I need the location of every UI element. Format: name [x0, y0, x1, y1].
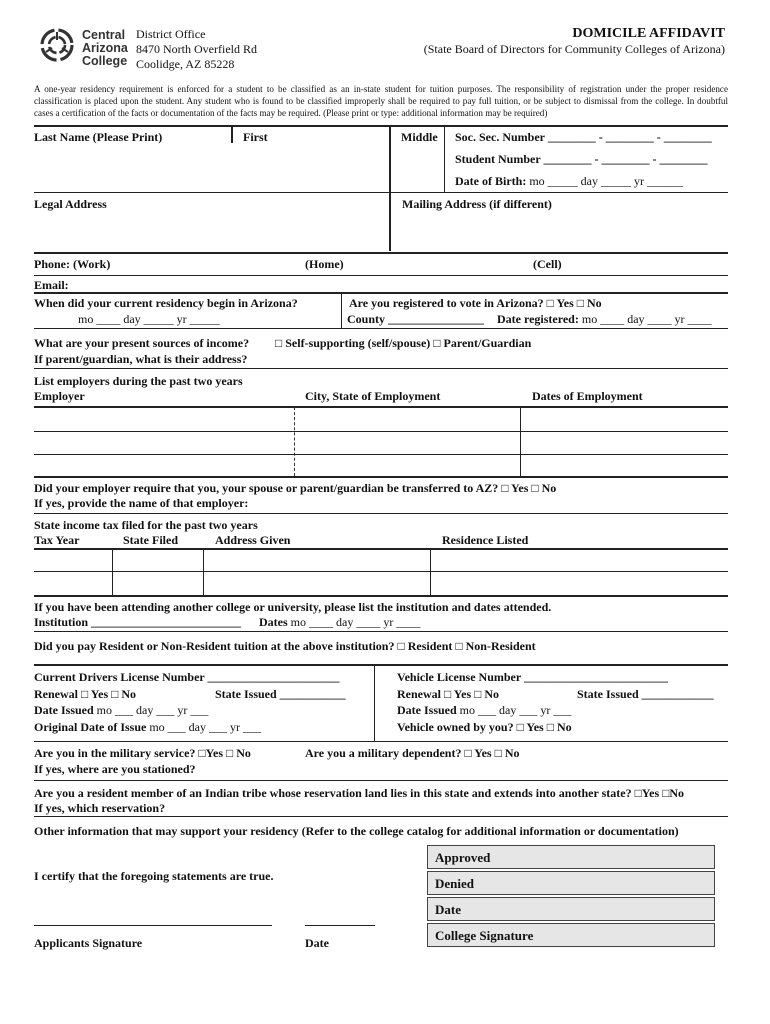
rule: [389, 126, 391, 251]
vehicle-state-issued-field[interactable]: State Issued ____________: [577, 687, 714, 701]
rule: [34, 631, 728, 632]
rule: [34, 513, 728, 514]
state-filed-column-header: State Filed: [123, 533, 178, 547]
license-date-issued-field[interactable]: [34, 703, 208, 718]
table-divider: [294, 407, 295, 476]
income-question: What are your present sources of income?: [34, 336, 250, 350]
license-original-date-label: Original Date of Issue: [34, 720, 147, 734]
college-dates-label: Dates: [259, 615, 288, 629]
vehicle-owned-checkbox[interactable]: Vehicle owned by you? □ Yes □ No: [397, 720, 572, 734]
date-registered-field[interactable]: [497, 312, 712, 327]
table-divider: [430, 549, 431, 595]
date-registered-label: Date registered:: [497, 312, 579, 326]
vehicle-date-issued-field[interactable]: [397, 703, 571, 718]
dob-label: Date of Birth:: [455, 174, 527, 188]
table-rule: [34, 454, 728, 455]
rule: [444, 126, 445, 192]
reservation-field[interactable]: If yes, which reservation?: [34, 801, 166, 815]
rule: [34, 368, 728, 369]
college-question: If you have been attending another college or university, please list the institution and dates attended.: [34, 600, 552, 614]
logo-line-1: Central: [82, 28, 126, 42]
denied-label: Denied: [435, 876, 474, 891]
college-signature-box[interactable]: [427, 923, 715, 947]
applicant-signature-field[interactable]: Applicants Signature: [34, 936, 143, 950]
form-title: DOMICILE AFFIDAVIT: [572, 26, 725, 41]
residency-question: When did your current residency begin in Arizona?: [34, 296, 298, 310]
mailing-address-field[interactable]: Mailing Address (if different): [402, 197, 552, 211]
rule: [34, 125, 728, 127]
intro-paragraph: A one-year residency requirement is enforced for a student to be classified as an in-state student for tuition purposes. The responsibility of registration under the proper residence classification is placed upon the student. Any student who is found to be classified improperly shall be required to pay full tuition, or be subject to dismissal from the college. In doubtful cases a certification of the facts or documentation of the facts may be required. (Please print or type: additional information may be required): [34, 84, 728, 118]
table-rule: [34, 431, 728, 432]
college-signature-label: College Signature: [435, 928, 534, 943]
employment-dates-column-header: Dates of Employment: [532, 389, 643, 403]
employers-heading: List employers during the past two years: [34, 374, 243, 388]
denied-box[interactable]: [427, 871, 715, 895]
rule: [341, 293, 342, 328]
office-street: 8470 North Overfield Rd: [136, 42, 257, 56]
employment-location-column-header: City, State of Employment: [305, 389, 441, 403]
vehicle-renewal-checkbox[interactable]: Renewal □ Yes □ No: [397, 687, 500, 701]
middle-name-field[interactable]: Middle: [401, 130, 438, 144]
phone-home-field[interactable]: (Home): [305, 257, 344, 271]
table-rule: [34, 406, 728, 408]
rule: [374, 665, 375, 741]
residency-date-field[interactable]: mo ____ day _____ yr _____: [78, 312, 220, 326]
military-dependent-question[interactable]: Are you a military dependent? □ Yes □ No: [305, 746, 520, 760]
transfer-employer-field[interactable]: If yes, provide the name of that employer:: [34, 496, 249, 510]
dob-blanks: mo _____ day _____ yr ______: [526, 174, 683, 188]
table-rule: [34, 476, 728, 478]
vote-question[interactable]: Are you registered to vote in Arizona? □ Yes □ No: [349, 296, 602, 310]
vehicle-license-field[interactable]: Vehicle License Number ________________________: [397, 670, 668, 684]
table-rule: [34, 571, 728, 572]
first-name-field[interactable]: First: [243, 130, 268, 144]
table-rule: [34, 548, 728, 550]
vehicle-date-issued-blanks: mo ___ day ___ yr ___: [456, 703, 572, 717]
license-date-issued-blanks: mo ___ day ___ yr ___: [93, 703, 209, 717]
stationed-field[interactable]: If yes, where are you stationed?: [34, 762, 196, 776]
tax-heading: State income tax filed for the past two years: [34, 518, 258, 532]
logo-line-3: College: [82, 54, 128, 68]
college-logo-icon: [40, 28, 74, 62]
office-name: District Office: [136, 27, 206, 41]
residence-listed-column-header: Residence Listed: [442, 533, 529, 547]
rule: [34, 252, 728, 254]
approved-label: Approved: [435, 850, 491, 865]
address-given-column-header: Address Given: [215, 533, 291, 547]
license-original-date-blanks: mo ___ day ___ yr ___: [146, 720, 261, 734]
student-number-field[interactable]: Student Number ________ - ________ - ________: [455, 152, 708, 166]
rule: [231, 126, 233, 143]
table-divider: [520, 407, 521, 476]
rule: [34, 328, 728, 329]
signature-line: [34, 925, 272, 926]
office-city: Coolidge, AZ 85228: [136, 57, 235, 71]
table-divider: [112, 549, 113, 595]
logo-line-2: Arizona: [82, 41, 128, 55]
table-divider: [203, 549, 204, 595]
approved-box[interactable]: [427, 845, 715, 869]
rule: [34, 292, 728, 294]
college-dates-field[interactable]: [259, 615, 420, 630]
office-date-box[interactable]: [427, 897, 715, 921]
phone-work-field[interactable]: Phone: (Work): [34, 257, 111, 271]
other-info-field[interactable]: Other information that may support your residency (Refer to the college catalog for additional information or documentation): [34, 824, 679, 838]
date-line: [305, 925, 375, 926]
last-name-field[interactable]: Last Name (Please Print): [34, 130, 163, 144]
vehicle-date-issued-label: Date Issued: [397, 703, 457, 717]
license-renewal-checkbox[interactable]: Renewal □ Yes □ No: [34, 687, 137, 701]
rule: [34, 780, 728, 781]
rule: [34, 192, 728, 193]
legal-address-field[interactable]: Legal Address: [34, 197, 107, 211]
certify-statement: I certify that the foregoing statements are true.: [34, 869, 274, 883]
tribe-question[interactable]: Are you a resident member of an Indian tribe whose reservation land lies in this state and extends into another state? □Yes □No: [34, 786, 685, 800]
dob-field[interactable]: [455, 174, 683, 189]
license-date-issued-label: Date Issued: [34, 703, 94, 717]
office-date-label: Date: [435, 902, 461, 917]
form-subtitle: (State Board of Directors for Community Colleges of Arizona): [423, 42, 725, 56]
college-dates-blanks: mo ____ day ____ yr ____: [287, 615, 421, 629]
signature-date-field[interactable]: Date: [305, 936, 329, 950]
employer-column-header: Employer: [34, 389, 85, 403]
date-registered-blanks: mo ____ day ____ yr ____: [578, 312, 712, 326]
parent-address-field[interactable]: If parent/guardian, what is their address?: [34, 352, 248, 366]
rule: [34, 664, 728, 666]
tuition-question[interactable]: Did you pay Resident or Non-Resident tuition at the above institution? □ Resident □ Non-Resident: [34, 639, 536, 653]
county-field[interactable]: County ________________: [347, 312, 485, 326]
drivers-license-field[interactable]: Current Drivers License Number ______________________: [34, 670, 340, 684]
military-service-question[interactable]: Are you in the military service? □Yes □ No: [34, 746, 251, 760]
table-rule: [34, 595, 728, 597]
phone-cell-field[interactable]: (Cell): [533, 257, 562, 271]
transfer-question[interactable]: Did your employer require that you, your spouse or parent/guardian be transferred to AZ? □ Yes □ No: [34, 481, 557, 495]
income-options[interactable]: □ Self-supporting (self/spouse) □ Parent/Guardian: [275, 336, 532, 350]
license-state-issued-field[interactable]: State Issued ___________: [215, 687, 346, 701]
institution-field[interactable]: Institution _________________________: [34, 615, 242, 629]
tax-year-column-header: Tax Year: [34, 533, 80, 547]
rule: [34, 275, 728, 276]
ssn-field[interactable]: Soc. Sec. Number ________ - ________ - ________: [455, 130, 712, 144]
email-field[interactable]: Email:: [34, 278, 69, 292]
rule: [34, 741, 728, 742]
rule: [34, 816, 728, 817]
license-original-date-field[interactable]: [34, 720, 261, 735]
